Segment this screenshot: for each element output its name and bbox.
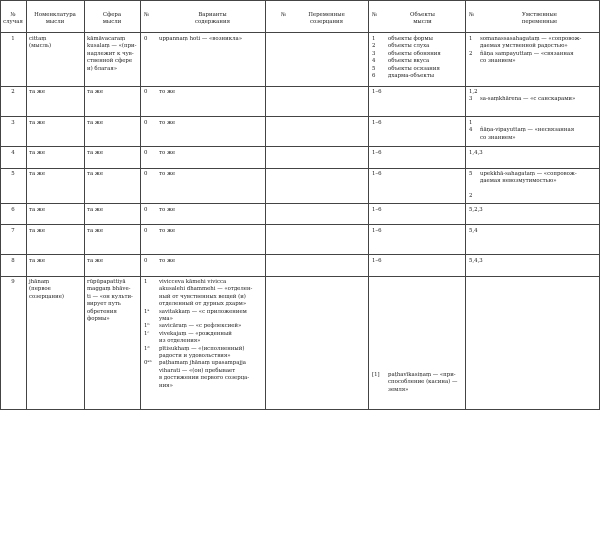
cell-onums: 1–6 <box>372 89 382 95</box>
rule <box>0 146 600 147</box>
cell-onums: 1–6 <box>372 120 382 126</box>
rule <box>0 224 600 225</box>
rule <box>265 0 266 410</box>
cell-onums: 1–6 <box>372 228 382 234</box>
cell-sphere: та же <box>87 120 104 126</box>
cell-num: 4 <box>11 150 15 156</box>
header-variables: Переменные созерцания <box>308 12 345 26</box>
cell-onums: 1–6 <box>372 207 382 213</box>
cell-nom: та же <box>29 228 46 234</box>
cell-vnum: 0 <box>144 36 148 42</box>
cell-num: 7 <box>11 228 15 234</box>
cell-mental: ñāṇa-vipayuttaṃ — «несвязанная со знанием» <box>480 127 575 141</box>
cell-nom: та же <box>29 89 46 95</box>
cell-sphere: kāmāvacaraṃ kusalaṃ — «(при- надлежит к чув- ственной сфере и) благая» <box>87 36 137 72</box>
cell-mental: upekkhā-sahagataṃ — «сопровож- даемая невозмутимостью» <box>480 171 577 185</box>
cell-sphere: та же <box>87 150 104 156</box>
cell-sphere: та же <box>87 258 104 264</box>
header-num5: № <box>469 12 475 18</box>
cell-mnums: 5,4 <box>469 228 478 234</box>
cell-mental: sa-saṃkhārena — «с санскарами» <box>480 96 576 103</box>
cell-num: 9 <box>11 279 15 285</box>
cell-mnums: 5,4,3 <box>469 258 483 264</box>
cell-nom: та же <box>29 258 46 264</box>
cell-vnum: 0 <box>144 207 148 213</box>
cell-vnum: 0 <box>144 150 148 156</box>
cell-nom: та же <box>29 120 46 126</box>
cell-nom: jhānaṃ (первое созерцание) <box>29 279 65 300</box>
cell-vnum: 0 <box>144 228 148 234</box>
cell-sphere: та же <box>87 207 104 213</box>
header-num2: № <box>144 12 150 18</box>
rule <box>465 0 466 410</box>
cell-variant: то же <box>159 228 176 234</box>
cell-sphere: та же <box>87 228 104 234</box>
header-variants: Варианты содержания <box>195 12 230 26</box>
cell-vnum: 1 1ᵃ 1ᵇ 1ᶜ 1ᵈ 0ᵃᵇ <box>144 279 152 367</box>
cell-sphere: та же <box>87 171 104 177</box>
cell-onums: 1–6 <box>372 258 382 264</box>
cell-objects: объекты формы объекты слуха объекты обоняния объекты вкуса объекты осязания дхарма-объекты <box>388 36 441 80</box>
cell-num: 3 <box>11 120 15 126</box>
header-mental: Умственные переменные <box>521 12 558 26</box>
rule <box>0 409 600 410</box>
rule <box>368 0 369 410</box>
rule <box>84 0 85 410</box>
rule <box>0 168 600 169</box>
header-objects: Объекты мысли <box>410 12 435 26</box>
cell-sphere: rūpūpapattiyā maggaṃ bhāve- ti — «он культи- вирует путь обретения формы» <box>87 279 133 323</box>
rule <box>0 0 600 1</box>
header-sphere: Сфера мысли <box>102 12 122 26</box>
cell-mnums: 1 2 <box>469 36 473 57</box>
cell-num: 2 <box>11 89 15 95</box>
rule <box>0 203 600 204</box>
cell-vnum: 0 <box>144 120 148 126</box>
cell-num: 8 <box>11 258 15 264</box>
cell-num: 6 <box>11 207 15 213</box>
cell-nom: cittaṃ (мысль) <box>29 36 52 50</box>
cell-vnum: 0 <box>144 171 148 177</box>
cell-variant: то же <box>159 120 176 126</box>
cell-variant: то же <box>159 258 176 264</box>
rule <box>0 276 600 277</box>
cell-onums: [1] <box>372 372 380 378</box>
cell-variant: то же <box>159 207 176 213</box>
rule <box>0 32 600 33</box>
cell-onums: 1 2 3 4 5 6 <box>372 36 376 80</box>
rule <box>0 0 1 410</box>
rule <box>26 0 27 410</box>
rule <box>0 86 600 87</box>
cell-vnum: 0 <box>144 258 148 264</box>
cell-num: 5 <box>11 171 15 177</box>
cell-variant: то же <box>159 150 176 156</box>
cell-variant: то же <box>159 171 176 177</box>
cell-nom: та же <box>29 171 46 177</box>
cell-vnum: 0 <box>144 89 148 95</box>
cell-mental: somanassasahagataṃ — «сопровож- даемая умственной радостью» ñāṇa sampayuttaṃ — «связанная со знанием» <box>480 36 582 65</box>
cell-variant: uppannaṃ hoti — «возникла» <box>159 36 243 42</box>
header-nomenclature: Номенклатура мысли <box>34 12 76 26</box>
cell-mnums: 5,2,3 <box>469 207 483 213</box>
cell-mnums: 1,4,3 <box>469 150 483 156</box>
cell-nom: та же <box>29 207 46 213</box>
header-num: № случая <box>3 12 23 26</box>
header-num4: № <box>372 12 378 18</box>
cell-mnums: 1 4 <box>469 120 473 134</box>
rule <box>0 116 600 117</box>
rule <box>140 0 141 410</box>
cell-sphere: та же <box>87 89 104 95</box>
cell-onums: 1–6 <box>372 150 382 156</box>
cell-mnums: 5 2 <box>469 171 473 200</box>
header-num3: № <box>281 12 287 18</box>
cell-onums: 1–6 <box>372 171 382 177</box>
cell-variant: то же <box>159 89 176 95</box>
cell-num: 1 <box>11 36 15 42</box>
cell-objects: paṭhavīkasiṇaṃ — «при- способление (касина) — земля» <box>388 372 458 393</box>
cell-variant: vivicceva kāmehi vivicca akusalehi dhammehi — «отделен- ный от чувственных вещей (и) отделенный от дурных дхарм» savitakkaṃ — «с приложением ума» savicāraṃ — «с рефлексией» vivekajaṃ — «рожденный из отделения» pītisukhaṃ — «(исполненный) радости и удовольствия» paṭhamaṃ jhānaṃ upasampajja viharati — «(он) пребывает в достижении первого созерца- ния» <box>159 279 253 389</box>
cell-nom: та же <box>29 150 46 156</box>
cell-mnums: 1,2 3 <box>469 89 478 103</box>
rule <box>0 254 600 255</box>
